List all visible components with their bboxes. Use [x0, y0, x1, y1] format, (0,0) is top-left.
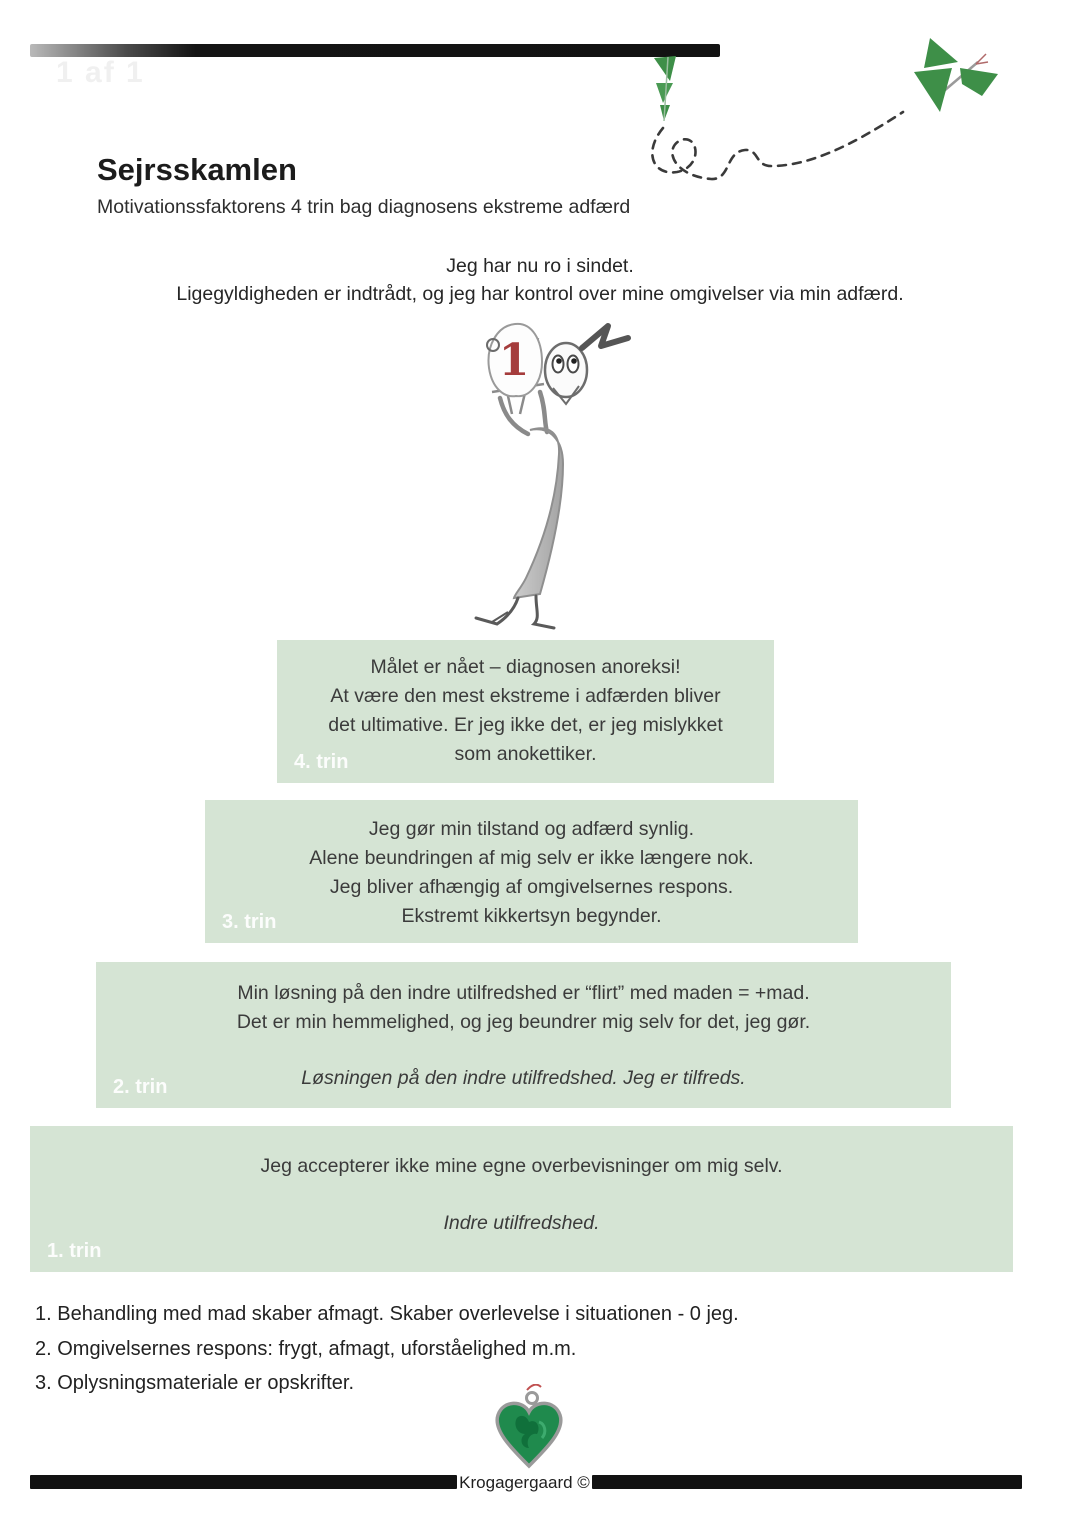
step-label: 4. trin: [294, 751, 349, 773]
step-line: Jeg gør min tilstand og adfærd synlig.: [368, 818, 695, 840]
step-label: 2. trin: [113, 1076, 168, 1098]
page-subtitle: Motivationssfaktorens 4 trin bag diagnosens ekstreme adfærd: [97, 196, 631, 218]
dashed-flight-path-icon: [625, 80, 925, 190]
step-label: 3. trin: [222, 911, 277, 933]
step-box-1: [30, 1126, 1013, 1272]
footnote-item: 2. Omgivelsernes respons: frygt, afmagt, uforståelighed m.m.: [35, 1337, 577, 1360]
heart-logo-icon: [487, 1384, 573, 1476]
step-box-4: [277, 640, 774, 783]
sign-number: 1: [498, 335, 530, 386]
step-line: Målet er nået – diagnosen anoreksi!: [370, 656, 681, 678]
footnote-item: 3. Oplysningsmateriale er opskrifter.: [35, 1372, 355, 1394]
step-line: Alene beundringen af mig selv er ikke længere nok.: [309, 847, 754, 869]
butterfly-icon: [898, 32, 1002, 116]
step-line: som anokettiker.: [454, 743, 597, 765]
footer-credit: Krogagergaard ©: [459, 1473, 590, 1492]
intro-line: Ligegyldigheden er indtrådt, og jeg har kontrol over mine omgivelser via min adfærd.: [176, 283, 904, 305]
step-line-italic: Indre utilfredshed.: [443, 1212, 600, 1234]
footer-bar-right: [592, 1475, 1022, 1489]
step-line: Jeg accepterer ikke mine egne overbevisninger om mig selv.: [260, 1155, 783, 1177]
ghost-page-label: 1 af 1: [56, 56, 145, 89]
step-box-2: [96, 962, 951, 1108]
step-line-italic: Løsningen på den indre utilfredshed. Jeg er tilfreds.: [301, 1067, 746, 1089]
footer-bar-left: [30, 1475, 457, 1489]
intro-line: Jeg har nu ro i sindet.: [446, 255, 634, 277]
step-line: Jeg bliver afhængig af omgivelsernes respons.: [329, 876, 734, 898]
step-box-3: [205, 800, 858, 943]
step-label: 1. trin: [47, 1240, 102, 1262]
step-line: Min løsning på den indre utilfredshed er “flirt” med maden = +mad.: [237, 982, 810, 1004]
cartoon-figure-illustration: [452, 312, 637, 634]
step-line: Det er min hemmelighed, og jeg beundrer mig selv for det, jeg gør.: [236, 1011, 811, 1033]
step-line: At være den mest ekstreme i adfærden bliver: [330, 685, 721, 707]
step-line: det ultimative. Er jeg ikke det, er jeg mislykket: [328, 714, 723, 736]
footnote-list: [35, 1297, 739, 1401]
footnote-item: 1. Behandling med mad skaber afmagt. Skaber overlevelse i situationen - 0 jeg.: [35, 1303, 739, 1325]
page-title: Sejrsskamlen: [97, 152, 297, 187]
step-line: Ekstremt kikkertsyn begynder.: [401, 905, 662, 927]
